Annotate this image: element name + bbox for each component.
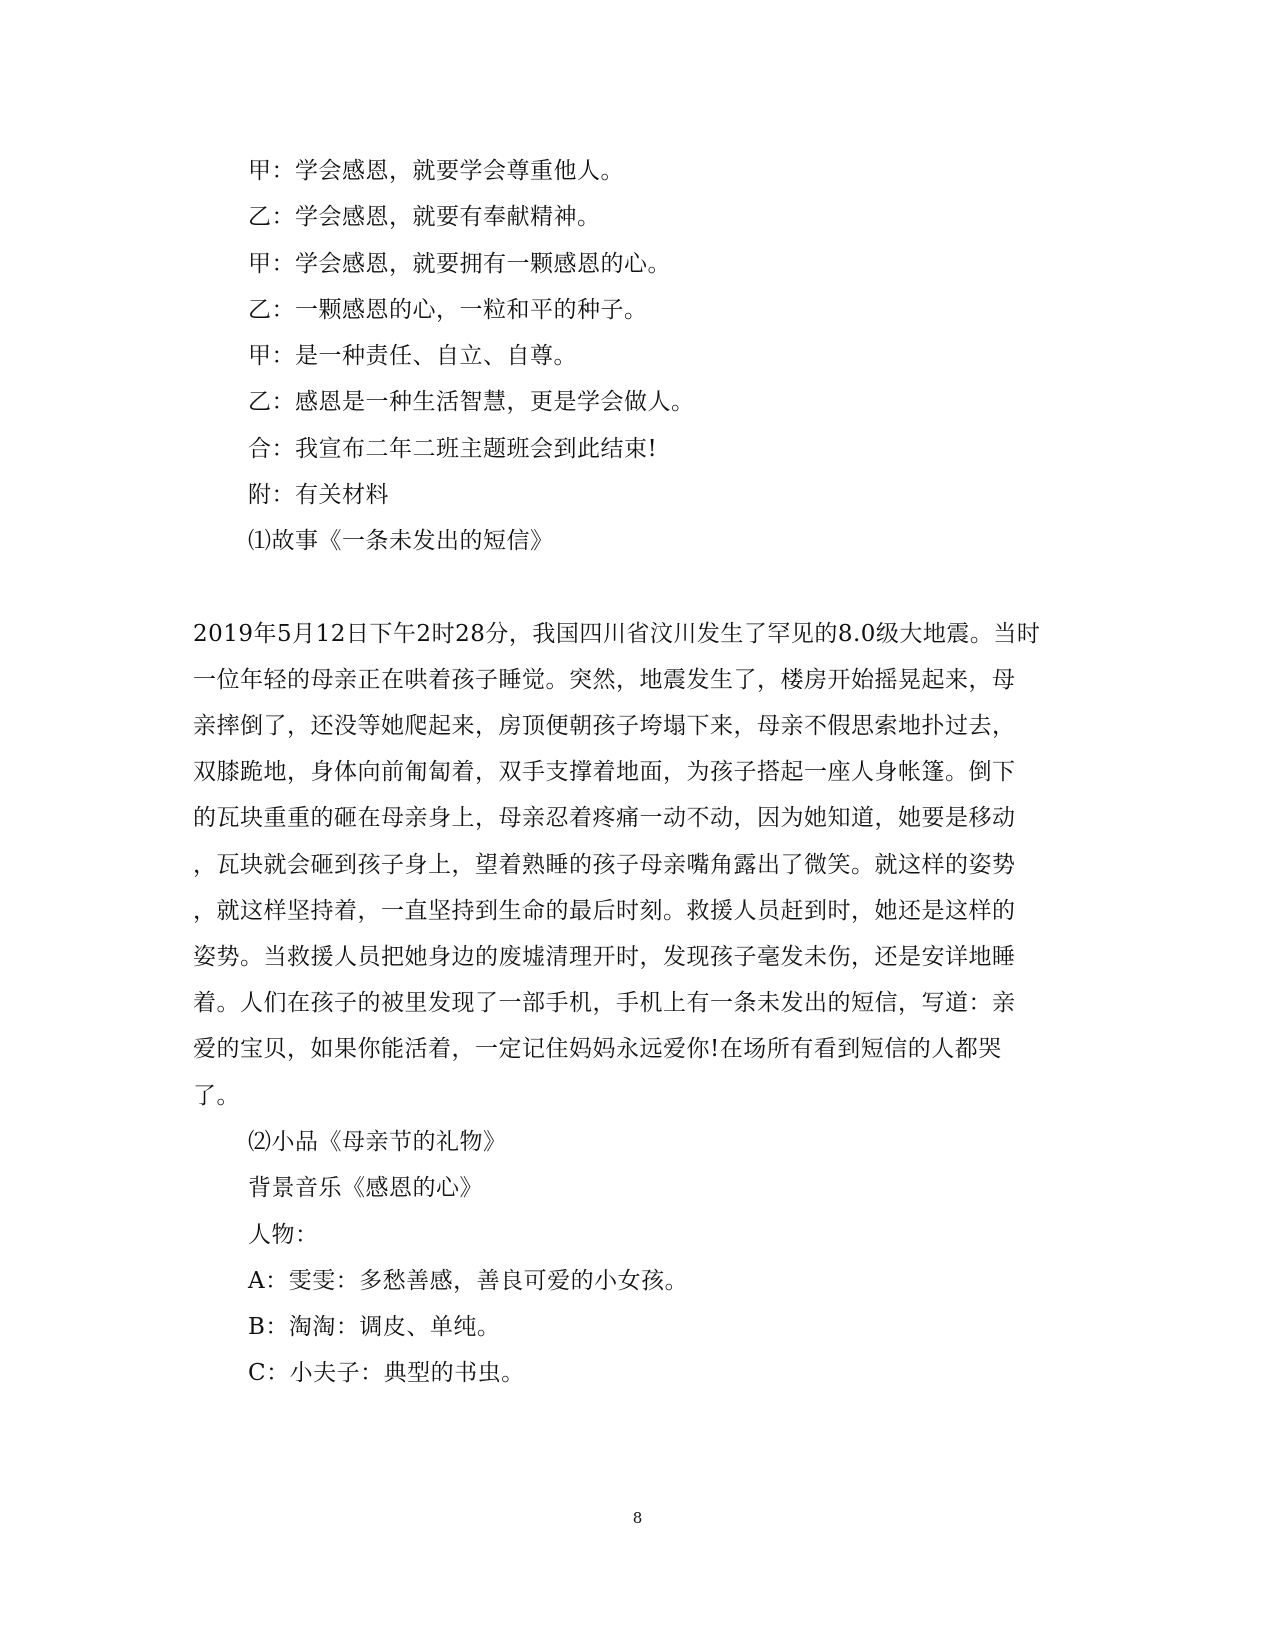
dialogue-line: 甲：学会感恩，就要拥有一颗感恩的心。 bbox=[248, 251, 671, 277]
skit-music: 背景音乐《感恩的心》 bbox=[248, 1175, 483, 1201]
story-title: ⑴故事《一条未发出的短信》 bbox=[248, 528, 554, 554]
closing-line: 合：我宣布二年二班主题班会到此结束! bbox=[248, 436, 658, 462]
dialogue-line: 乙：一颗感恩的心，一粒和平的种子。 bbox=[248, 297, 648, 323]
dialogue-line: 甲：是一种责任、自立、自尊。 bbox=[248, 343, 577, 369]
story-line: 一位年轻的母亲正在哄着孩子睡觉。突然，地震发生了，楼房开始摇晃起来，母 bbox=[193, 667, 1016, 693]
character-line: B：淘淘：调皮、单纯。 bbox=[248, 1314, 501, 1340]
dialogue-line: 甲：学会感恩，就要学会尊重他人。 bbox=[248, 158, 624, 184]
story-line: 着。人们在孩子的被里发现了一部手机，手机上有一条未发出的短信，写道：亲 bbox=[193, 990, 1016, 1016]
page-number: 8 bbox=[632, 1509, 643, 1527]
character-line: C：小夫子：典型的书虫。 bbox=[248, 1360, 525, 1386]
appendix-heading: 附：有关材料 bbox=[248, 482, 389, 508]
story-line: 的瓦块重重的砸在母亲身上，母亲忍着疼痛一动不动，因为她知道，她要是移动 bbox=[193, 805, 1016, 831]
story-line: 了。 bbox=[193, 1083, 240, 1109]
skit-title: ⑵小品《母亲节的礼物》 bbox=[248, 1129, 507, 1155]
skit-characters-heading: 人物： bbox=[248, 1222, 319, 1248]
story-line: 爱的宝贝，如果你能活着，一定记住妈妈永远爱你!在场所有看到短信的人都哭 bbox=[193, 1036, 1002, 1062]
story-line: ，就这样坚持着，一直坚持到生命的最后时刻。救援人员赶到时，她还是这样的 bbox=[193, 898, 1016, 924]
character-line: A：雯雯：多愁善感，善良可爱的小女孩。 bbox=[248, 1268, 689, 1294]
story-line: 2019年5月12日下午2时28分，我国四川省汶川发生了罕见的8.0级大地震。当时 bbox=[193, 621, 1041, 647]
dialogue-line: 乙：感恩是一种生活智慧，更是学会做人。 bbox=[248, 389, 695, 415]
story-line: 姿势。当救援人员把她身边的废墟清理开时，发现孩子毫发未伤，还是安详地睡 bbox=[193, 944, 1016, 970]
dialogue-line: 乙：学会感恩，就要有奉献精神。 bbox=[248, 204, 601, 230]
story-line: 亲摔倒了，还没等她爬起来，房顶便朝孩子垮塌下来，母亲不假思索地扑过去， bbox=[193, 713, 1016, 739]
story-line: ，瓦块就会砸到孩子身上，望着熟睡的孩子母亲嘴角露出了微笑。就这样的姿势 bbox=[193, 852, 1016, 878]
story-line: 双膝跪地，身体向前匍匐着，双手支撑着地面，为孩子搭起一座人身帐篷。倒下 bbox=[193, 759, 1016, 785]
